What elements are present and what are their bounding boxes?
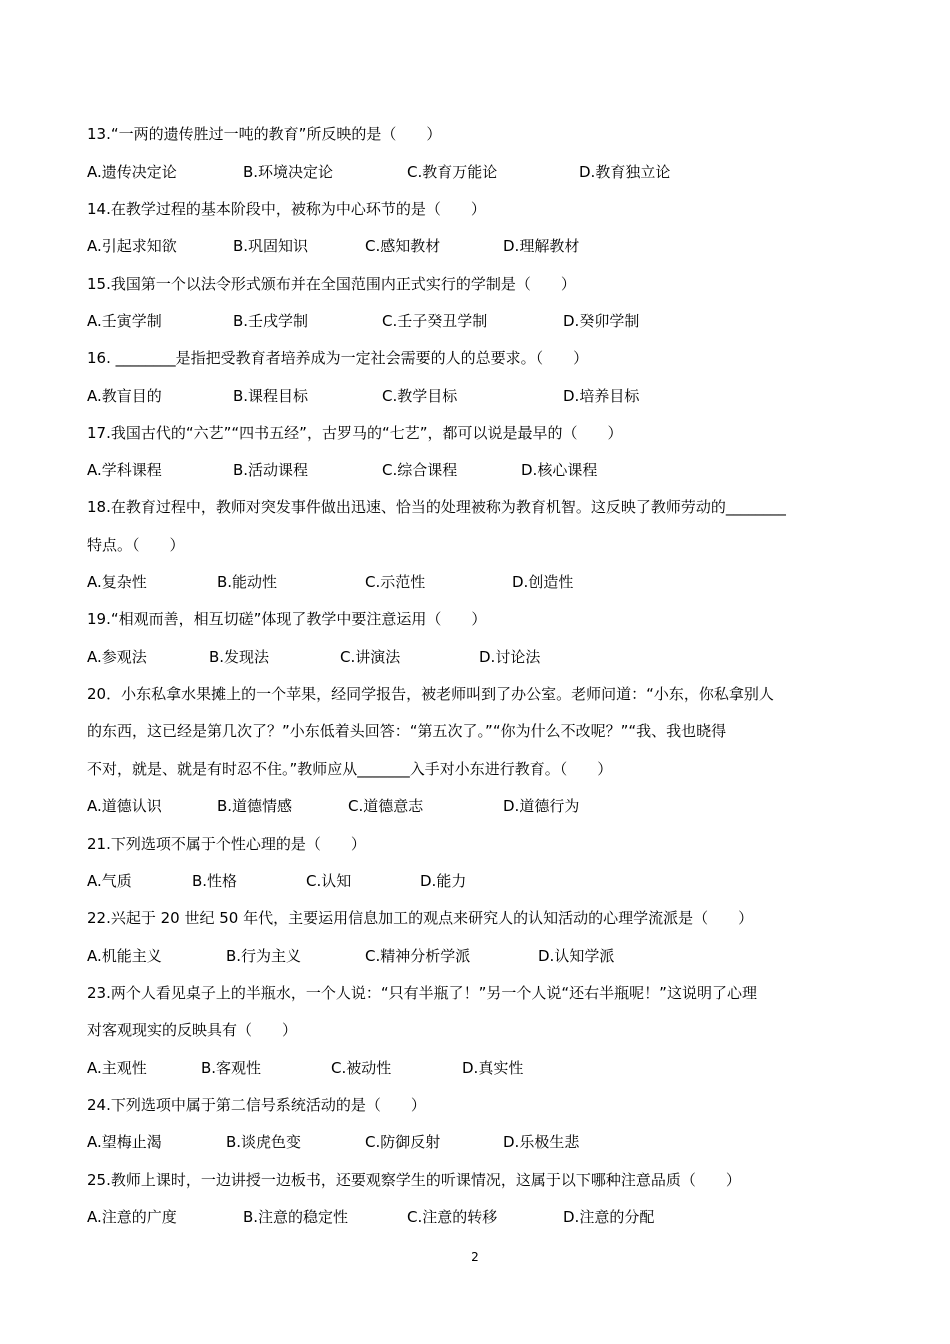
question-25: 25.教师上课时，一边讲授一边板书，还要观察学生的听课情况，这属于以下哪种注意品质（ ） [87,1171,741,1189]
options-20 [87,796,867,816]
option-c: C.壬子癸丑学制 [382,312,488,330]
question-18-cont: 特点。（ ） [87,536,185,554]
question-18: 18.在教育过程中，教师对突发事件做出迅速、恰当的处理被称为教育机智。这反映了教师劳动的________ [87,498,786,516]
option-a: A.气质 [87,872,132,890]
option-b: B.性格 [192,872,238,890]
question-23-cont: 对客观现实的反映具有（ ） [87,1021,298,1039]
option-a: A.遗传决定论 [87,163,177,181]
question-20-cont: 的东西，这已经是第几次了？”小东低着头回答：“第五次了。”“你为什么不改呢？”“我、我也晓得 [87,722,727,740]
option-c: C.示范性 [365,573,426,591]
option-c: C.教育万能论 [407,163,498,181]
question-13: 13.“一两的遗传胜过一吨的教育”所反映的是（ ） [87,125,442,143]
options-24 [87,1132,867,1152]
option-b: B.谈虎色变 [226,1133,302,1151]
option-b: B.巩固知识 [233,237,309,255]
option-d: D.核心课程 [521,461,598,479]
option-b: B.环境决定论 [243,163,334,181]
question-16: 16. ________是指把受教育者培养成为一定社会需要的人的总要求。（ ） [87,349,589,367]
options-17 [87,460,867,480]
option-c: C.综合课程 [382,461,458,479]
option-c: C.精神分析学派 [365,947,471,965]
option-c: C.教学目标 [382,387,458,405]
option-d: D.乐极生悲 [503,1133,580,1151]
option-a: A.参观法 [87,648,147,666]
question-20: 20．小东私拿水果摊上的一个苹果，经同学报告，被老师叫到了办公室。老师问道：“小东，你私拿别人 [87,685,774,703]
question-22: 22.兴起于 20 世纪 50 年代，主要运用信息加工的观点来研究人的认知活动的心理学流派是（ ） [87,909,754,927]
options-22 [87,946,867,966]
option-b: B.发现法 [209,648,270,666]
options-23 [87,1058,867,1078]
option-b: B.活动课程 [233,461,309,479]
option-d: D.教育独立论 [579,163,671,181]
option-c: C.感知教材 [365,237,441,255]
question-20-cont2: 不对，就是、就是有时忍不住。”教师应从_______入手对小东进行教育。（ ） [87,760,613,778]
options-19 [87,647,867,667]
option-a: A.学科课程 [87,461,162,479]
options-25 [87,1207,867,1227]
option-d: D.培养目标 [563,387,640,405]
options-14 [87,236,867,256]
question-23: 23.两个人看见桌子上的半瓶水，一个人说：“只有半瓶了！”另一个人说“还右半瓶呢！”这说明了心理 [87,984,757,1002]
option-d: D.癸卯学制 [563,312,640,330]
option-a: A.引起求知欲 [87,237,177,255]
option-b: B.壬戌学制 [233,312,309,330]
question-17: 17.我国古代的“六艺”“四书五经”，古罗马的“七艺”，都可以说是最早的（ ） [87,424,623,442]
option-c: C.被动性 [331,1059,392,1077]
question-19: 19.“相观而善，相互切磋”体现了教学中要注意运用（ ） [87,610,487,628]
option-b: B.道德情感 [217,797,293,815]
option-a: A.注意的广度 [87,1208,177,1226]
option-d: D.能力 [420,872,467,890]
option-d: D.注意的分配 [563,1208,655,1226]
option-b: B.客观性 [201,1059,262,1077]
option-a: A.主观性 [87,1059,147,1077]
option-a: A.机能主义 [87,947,162,965]
question-14: 14.在教学过程的基本阶段中，被称为中心环节的是（ ） [87,200,486,218]
question-21: 21.下列选项不属于个性心理的是（ ） [87,835,366,853]
option-b: B.注意的稳定性 [243,1208,349,1226]
option-c: C.讲演法 [340,648,401,666]
question-24: 24.下列选项中属于第二信号系统活动的是（ ） [87,1096,426,1114]
option-c: C.注意的转移 [407,1208,498,1226]
option-d: D.理解教材 [503,237,580,255]
options-21 [87,871,867,891]
option-d: D.认知学派 [538,947,615,965]
option-a: A.道德认识 [87,797,162,815]
option-d: D.创造性 [512,573,574,591]
options-16 [87,386,867,406]
option-d: D.讨论法 [479,648,541,666]
options-18 [87,572,867,592]
question-15: 15.我国第一个以法令形式颁布并在全国范围内正式实行的学制是（ ） [87,275,576,293]
option-b: B.行为主义 [226,947,302,965]
option-a: A.复杂性 [87,573,147,591]
option-d: D.道德行为 [503,797,580,815]
options-13 [87,162,867,182]
options-15 [87,311,867,331]
option-a: A.教盲目的 [87,387,162,405]
option-d: D.真实性 [462,1059,524,1077]
option-b: B.课程目标 [233,387,309,405]
option-b: B.能动性 [217,573,278,591]
option-a: A.壬寅学制 [87,312,162,330]
page-number: 2 [471,1250,479,1264]
option-a: A.望梅止渴 [87,1133,162,1151]
option-c: C.道德意志 [348,797,424,815]
option-c: C.防御反射 [365,1133,441,1151]
option-c: C.认知 [306,872,352,890]
